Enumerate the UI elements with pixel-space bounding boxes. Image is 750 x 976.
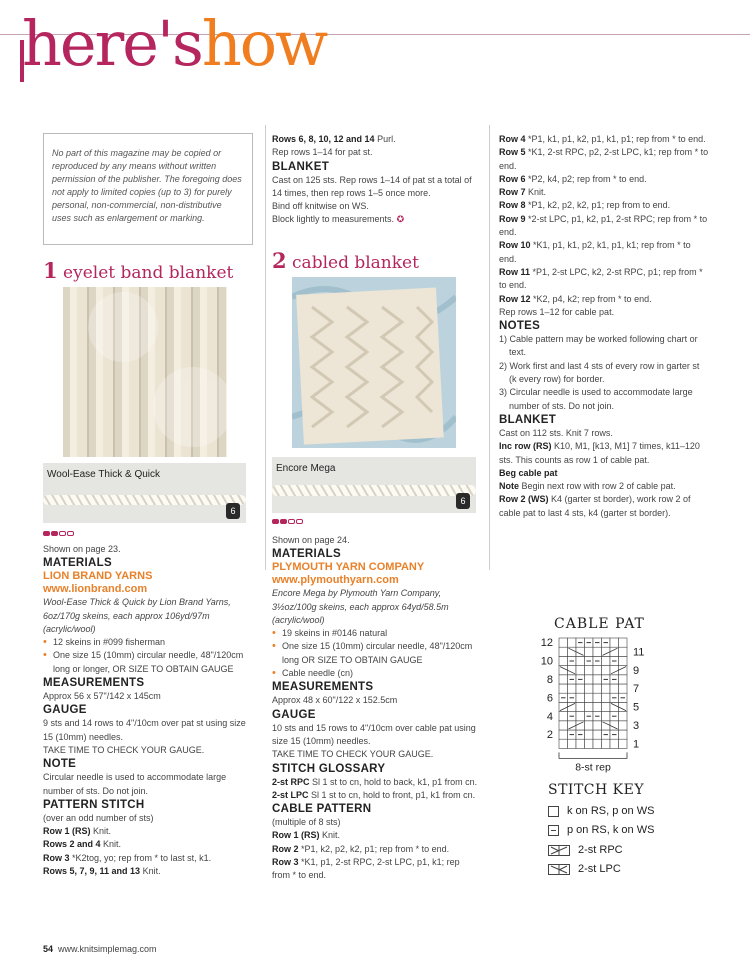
chart-cell [585,693,594,702]
chart-cell [619,675,628,684]
chart-cell [568,684,577,693]
chart-cell [619,647,628,656]
yarn-swatch-1: Wool-Ease Thick & Quick 6 [43,463,246,523]
chart-row-label: 12 [540,637,553,650]
eyelet-blanket-photo [63,287,227,457]
project-1-continued: Rows 6, 8, 10, 12 and 14 Purl. Rep rows 1–14 for pat st. BLANKET Cast on 125 sts. Rep rows 1–14 of pat st a total of 14 times, then rep rows 1–5 once more. Bind off knitwise on WS. Block lightly to measurements. ✪ [272,134,472,225]
chart-cell [585,666,594,675]
chart-cell [585,721,594,730]
chart-cell [559,647,568,656]
chart-cell [593,702,602,711]
chart-cell [602,739,611,748]
chart-cell [576,702,585,711]
care-icon: 6 [456,493,470,509]
project-1-title: 1 eyelet band blanket [43,258,234,283]
cable-pattern-text: Row 4 *P1, k1, p1, k2, p1, k1, p1; rep from * to end. Row 5 *K1, 2-st RPC, p2, 2-st LPC, k1; rep from * to end. Row 6 *P2, k4, p2; rep from * to end. Row 7 Knit. Row 8 *P1, k2, p2, k2, p1; rep from to end. Row 9 *2-st LPC, p1, k2, p1, 2-st RPC; rep from * to end. Row 10 *K1, p1, k1, p2, k1, p1, k1; rep from * to end. Row 11 *P1, 2-st LPC, k2, 2-st RPC, p1; rep from * to end. Row 12 *K2, p4, k2; rep from * to end. Rep rows 1–12 for cable pat. NOTES 1) Cable pattern may be worked following chart or text. 2) Work first and last 4 sts of every row in garter st (k every row) for border. 3) Circular needle is used to accommodate large number of sts. Do not join. BLANKET Cast on 112 sts. Knit 7 rows. Inc row (RS) K10, M1, [k13, M1] 7 times, k11–120 sts. This counts as row 1 of cable pat. Beg cable pat Note Begin next row with row 2 of cable pat. Row 2 (WS) K4 (garter st border), work row 2 of cable pat to last 4 sts, k4 (garter st border). [499,134,709,518]
care-icon: 6 [226,503,240,519]
cable-chart [533,632,663,777]
chart-row-label: 4 [546,710,553,723]
chart-cell [619,684,628,693]
chart-cell [568,739,577,748]
copyright-disclaimer: No part of this magazine may be copied or reproduced by any means without written permission of the publisher. The foregoing does not apply to limited copies (up to 3) for purely personal, non-commercial, non-distributive uses such as enlargement or marking. [43,133,253,245]
chart-row-label: 8 [546,674,553,686]
chart-cell [559,684,568,693]
project-2-title: 2 cabled blanket [272,248,419,273]
key-lpc: 2-st LPC [548,863,621,875]
chart-cell [593,666,602,675]
chart-cell [576,684,585,693]
chart-cell [610,739,619,748]
lpc-symbol-icon [548,864,570,875]
chart-cell [593,721,602,730]
chart-cell [559,712,568,721]
column-divider [489,125,490,570]
chart-cell [610,684,619,693]
page-title: here'show [22,7,327,80]
knit-symbol-icon [548,806,559,817]
column-divider [265,125,266,570]
chart-cell [619,721,628,730]
chart-cell [585,675,594,684]
chart-cell [559,656,568,665]
chart-row-label: 11 [633,646,645,659]
chart-cell [602,684,611,693]
chart-row-label: 1 [633,738,640,751]
chart-cell [576,739,585,748]
chart-cell [619,739,628,748]
chart-cell [576,656,585,665]
purl-symbol-icon [548,825,559,836]
chart-cell [585,730,594,739]
key-knit: k on RS, p on WS [548,805,654,817]
repeat-bracket [559,752,627,758]
chart-cell [619,656,628,665]
cabled-blanket-photo [292,277,456,448]
chart-cell [559,675,568,684]
key-purl: p on RS, k on WS [548,824,654,836]
chart-cell [619,712,628,721]
project-2-text: Shown on page 24. MATERIALS PLYMOUTH YARN COMPANY www.plymouthyarn.com Encore Mega by Plymouth Yarn Company, 3½oz/100g skeins, each approx 64yd/58.5m (acrylic/wool) • 19 skeins in #0146 natural • One size 15 (10mm) circular needle, 48"/120cm long OR SIZE TO OBTAIN GAUGE • Cable needle (cn) MEASUREMENTS Approx 48 x 60"/122 x 152.5cm GAUGE 10 sts and 15 rows to 4"/10cm over cable pat using size 15 (10mm) needles. TAKE TIME TO CHECK YOUR GAUGE. STITCH GLOSSARY 2-st RPC Sl 1 st to cn, hold to back, k1, p1 from cn. 2-st LPC Sl 1 st to cn, hold to front, p1, k1 from cn. CABLE PATTERN (multiple of 8 sts) Row 1 (RS) Knit. Row 2 *P1, k2, p2, k2, p1; rep from * to end. Row 3 *K1, p1, 2-st RPC, 2-st LPC, p1, k1; rep from * to end. [272,534,480,883]
chart-cell [585,739,594,748]
chart-row-label: 7 [633,683,640,696]
rpc-symbol-icon [548,845,570,856]
chart-row-label: 9 [633,664,640,677]
end-mark-icon: ✪ [396,214,405,225]
skill-level-icon [272,519,303,524]
chart-cell [593,675,602,684]
chart-cell [585,684,594,693]
chart-cell [559,739,568,748]
page-footer: 54 www.knitsimplemag.com [43,944,157,954]
chart-cell [602,693,611,702]
chart-cell [559,721,568,730]
chart-cell [610,638,619,647]
stitch-key-title: STITCH KEY [548,782,645,798]
project-1-text: Shown on page 23. MATERIALS LION BRAND YARNS www.lionbrand.com Wool-Ease Thick & Quick by Lion Brand Yarns, 6oz/170g skeins, each approx 106yd/97m (acrylic/wool) • 12 skeins in #099 fisherman • One size 15 (10mm) circular needle, 48"/120cm long or longer, OR SIZE TO OBTAIN GAUGE MEASUREMENTS Approx 56 x 57"/142 x 145cm GAUGE 9 sts and 14 rows to 4"/10cm over pat st using size 15 (10mm) needles. TAKE TIME TO CHECK YOUR GAUGE. NOTE Circular needle is used to accommodate large number of sts. Do not join. PATTERN STITCH (over an odd number of sts) Row 1 (RS) Knit. Rows 2 and 4 Knit. Row 3 *K2tog, yo; rep from * to last st, k1. Rows 5, 7, 9, 11 and 13 Knit. [43,543,249,878]
chart-row-label: 6 [546,692,553,705]
chart-cell [559,638,568,647]
repeat-label: 8-st rep [575,761,611,774]
chart-cell [602,712,611,721]
chart-cell [585,702,594,711]
key-rpc: 2-st RPC [548,844,623,856]
skill-level-icon [43,531,74,536]
chart-row-label: 10 [540,655,553,668]
chart-cell [593,684,602,693]
chart-cell [576,712,585,721]
chart-cell [619,730,628,739]
chart-cell [602,656,611,665]
yarn-swatch-2: Encore Mega 6 [272,457,476,513]
chart-cell [619,638,628,647]
chart-title: CABLE PAT [554,616,645,632]
chart-cell [602,702,611,711]
chart-cell [585,647,594,656]
chart-cell [576,666,585,675]
chart-cell [593,693,602,702]
chart-row-label: 5 [633,701,640,714]
chart-cell [576,693,585,702]
chart-row-label: 3 [633,720,640,732]
chart-cell [602,666,611,675]
chart-row-label: 2 [546,729,553,742]
chart-cell [593,730,602,739]
chart-cell [559,730,568,739]
chart-cell [568,638,577,647]
chart-cell [593,739,602,748]
chart-cell [593,647,602,656]
